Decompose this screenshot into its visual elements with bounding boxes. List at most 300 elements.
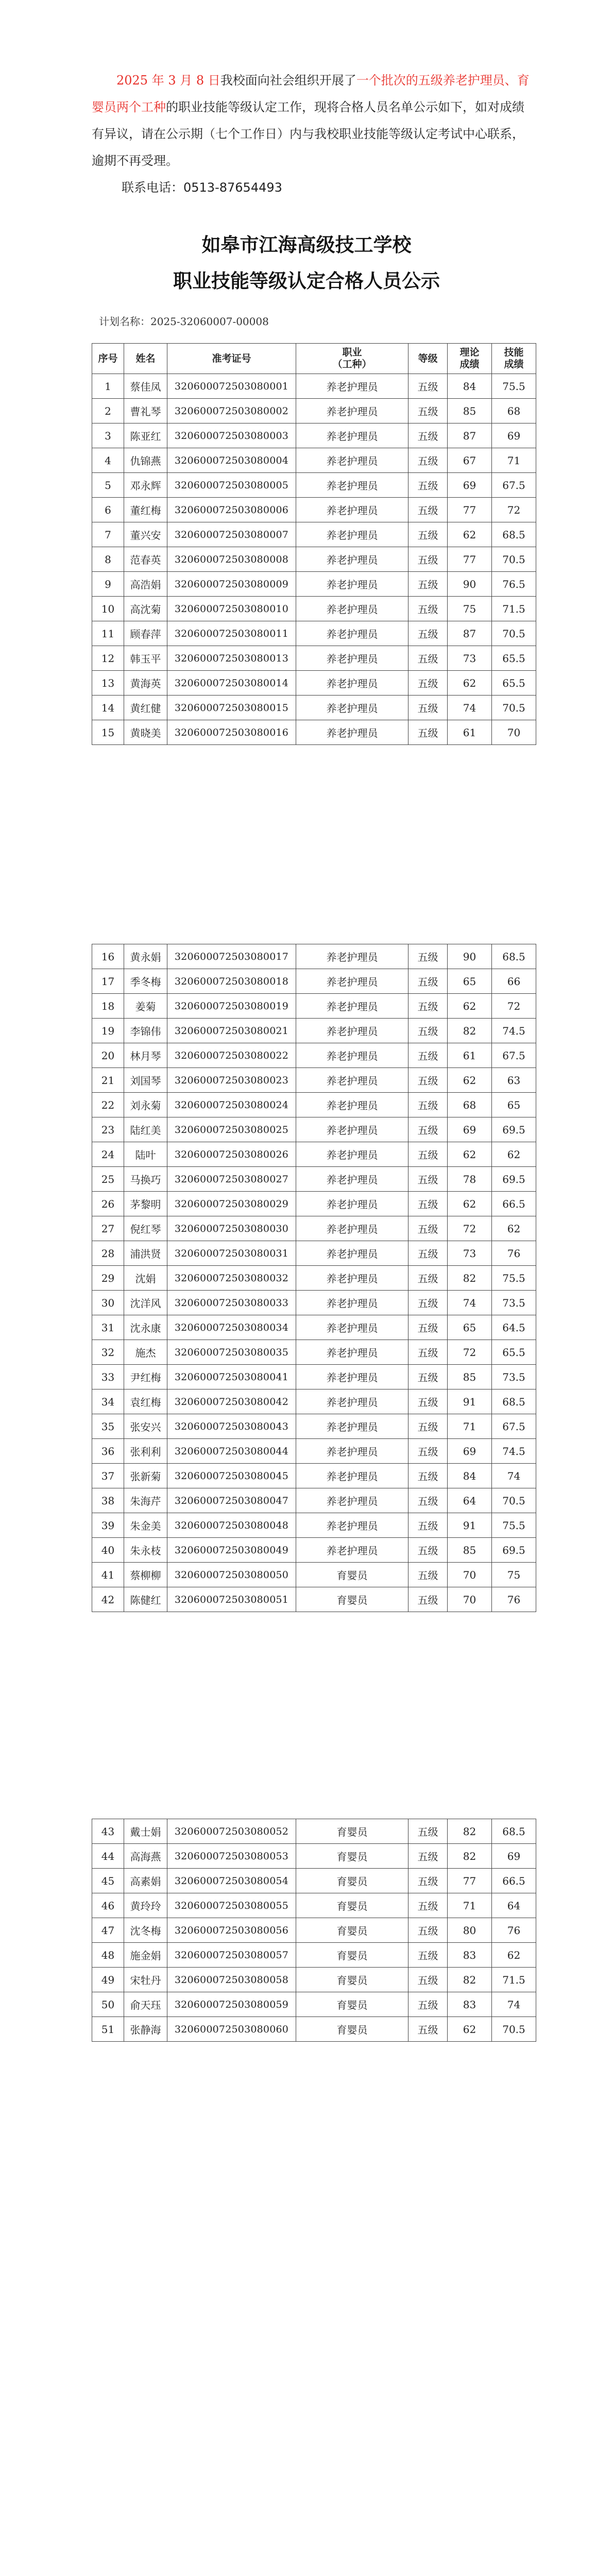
cell-job: 养老护理员 <box>296 1414 408 1439</box>
table-row <box>92 1093 536 1117</box>
cell-theory: 84 <box>448 1464 492 1488</box>
cell-seq: 32 <box>92 1340 124 1365</box>
cell-level: 五级 <box>408 1291 448 1315</box>
cell-seq: 15 <box>92 720 124 745</box>
cell-job: 养老护理员 <box>296 597 408 621</box>
header-name: 姓名 <box>124 344 167 374</box>
cell-level: 五级 <box>408 1167 448 1192</box>
cell-cert: 320600072503080006 <box>167 498 296 522</box>
header-cert: 准考证号 <box>167 344 296 374</box>
cell-name: 陈亚红 <box>124 423 167 448</box>
cell-job: 育婴员 <box>296 1869 408 1893</box>
cell-name: 李锦伟 <box>124 1019 167 1043</box>
table-row <box>92 1266 536 1291</box>
cell-skill: 76 <box>492 1918 536 1943</box>
cell-name: 宋牡丹 <box>124 1968 167 1992</box>
table-row <box>92 1043 536 1068</box>
cell-cert: 320600072503080016 <box>167 720 296 745</box>
contact-label: 联系电话： <box>122 180 183 195</box>
cell-skill: 73.5 <box>492 1365 536 1389</box>
cell-level: 五级 <box>408 621 448 646</box>
plan-id: 2025-32060007-00008 <box>150 315 269 328</box>
cell-theory: 62 <box>448 1192 492 1216</box>
table-row <box>92 1488 536 1513</box>
cell-theory: 91 <box>448 1389 492 1414</box>
cell-level: 五级 <box>408 1068 448 1093</box>
cell-theory: 90 <box>448 944 492 969</box>
cell-cert: 320600072503080004 <box>167 448 296 473</box>
cell-skill: 70.5 <box>492 621 536 646</box>
cell-name: 高浩娟 <box>124 572 167 597</box>
results-table-page-1 <box>92 343 536 745</box>
cell-name: 董红梅 <box>124 498 167 522</box>
cell-level: 五级 <box>408 1019 448 1043</box>
notice-paragraph <box>92 67 535 174</box>
cell-cert: 320600072503080019 <box>167 994 296 1019</box>
cell-job: 养老护理员 <box>296 498 408 522</box>
cell-job: 育婴员 <box>296 2017 408 2042</box>
cell-theory: 70 <box>448 1587 492 1612</box>
table-row <box>92 994 536 1019</box>
page-title: 职业技能等级认定合格人员公示 <box>173 270 440 292</box>
cell-name: 茅黎明 <box>124 1192 167 1216</box>
cell-theory: 62 <box>448 1068 492 1093</box>
cell-skill: 65.5 <box>492 671 536 696</box>
cell-job: 育婴员 <box>296 1819 408 1844</box>
table-row <box>92 969 536 994</box>
cell-job: 养老护理员 <box>296 572 408 597</box>
cell-job: 养老护理员 <box>296 1068 408 1093</box>
cell-seq: 27 <box>92 1216 124 1241</box>
cell-name: 张静海 <box>124 2017 167 2042</box>
cell-name: 范春英 <box>124 547 167 572</box>
cell-name: 黄海英 <box>124 671 167 696</box>
cell-cert: 320600072503080033 <box>167 1291 296 1315</box>
cell-skill: 66 <box>492 969 536 994</box>
cell-job: 育婴员 <box>296 1918 408 1943</box>
cell-skill: 66.5 <box>492 1192 536 1216</box>
cell-level: 五级 <box>408 1340 448 1365</box>
cell-job: 养老护理员 <box>296 1439 408 1464</box>
cell-name: 姜菊 <box>124 994 167 1019</box>
cell-theory: 61 <box>448 720 492 745</box>
cell-cert: 320600072503080025 <box>167 1117 296 1142</box>
cell-name: 俞天珏 <box>124 1992 167 2017</box>
cell-job: 养老护理员 <box>296 1488 408 1513</box>
cell-skill: 71.5 <box>492 597 536 621</box>
cell-theory: 82 <box>448 1844 492 1869</box>
cell-theory: 65 <box>448 1315 492 1340</box>
table-row <box>92 547 536 572</box>
cell-seq: 13 <box>92 671 124 696</box>
cell-name: 戴士娟 <box>124 1819 167 1844</box>
cell-name: 仇锦燕 <box>124 448 167 473</box>
cell-job: 养老护理员 <box>296 1340 408 1365</box>
cell-level: 五级 <box>408 1093 448 1117</box>
cell-seq: 26 <box>92 1192 124 1216</box>
table-row <box>92 1291 536 1315</box>
table-header-row <box>92 344 536 374</box>
cell-level: 五级 <box>408 1439 448 1464</box>
cell-job: 养老护理员 <box>296 473 408 498</box>
cell-cert: 320600072503080007 <box>167 522 296 547</box>
cell-job: 育婴员 <box>296 1968 408 1992</box>
header-theory: 理论 成绩 <box>448 344 492 374</box>
cell-cert: 320600072503080023 <box>167 1068 296 1093</box>
cell-seq: 40 <box>92 1538 124 1563</box>
cell-job: 养老护理员 <box>296 374 408 399</box>
cell-skill: 62 <box>492 1216 536 1241</box>
cell-level: 五级 <box>408 1992 448 2017</box>
table-row <box>92 1918 536 1943</box>
cell-cert: 320600072503080050 <box>167 1563 296 1587</box>
cell-name: 施金娟 <box>124 1943 167 1968</box>
cell-cert: 320600072503080059 <box>167 1992 296 2017</box>
cell-level: 五级 <box>408 944 448 969</box>
cell-cert: 320600072503080029 <box>167 1192 296 1216</box>
cell-theory: 77 <box>448 547 492 572</box>
cell-name: 高海燕 <box>124 1844 167 1869</box>
cell-name: 张利利 <box>124 1439 167 1464</box>
cell-theory: 85 <box>448 399 492 423</box>
cell-cert: 320600072503080055 <box>167 1893 296 1918</box>
cell-level: 五级 <box>408 2017 448 2042</box>
cell-seq: 23 <box>92 1117 124 1142</box>
cell-skill: 74 <box>492 1992 536 2017</box>
cell-level: 五级 <box>408 1869 448 1893</box>
cell-level: 五级 <box>408 1587 448 1612</box>
cell-cert: 320600072503080057 <box>167 1943 296 1968</box>
cell-skill: 63 <box>492 1068 536 1093</box>
cell-cert: 320600072503080013 <box>167 646 296 671</box>
cell-theory: 91 <box>448 1513 492 1538</box>
cell-job: 养老护理员 <box>296 399 408 423</box>
cell-job: 养老护理员 <box>296 1093 408 1117</box>
cell-job: 育婴员 <box>296 1587 408 1612</box>
cell-job: 育婴员 <box>296 1992 408 2017</box>
plan-name <box>99 313 269 328</box>
cell-level: 五级 <box>408 696 448 720</box>
notice-day-unit: 日 <box>204 73 220 88</box>
cell-theory: 73 <box>448 1241 492 1266</box>
cell-theory: 67 <box>448 448 492 473</box>
cell-name: 董兴安 <box>124 522 167 547</box>
cell-name: 朱永枝 <box>124 1538 167 1563</box>
cell-name: 高素娟 <box>124 1869 167 1893</box>
cell-skill: 64 <box>492 1893 536 1918</box>
cell-level: 五级 <box>408 1844 448 1869</box>
cell-cert: 320600072503080047 <box>167 1488 296 1513</box>
cell-cert: 320600072503080031 <box>167 1241 296 1266</box>
cell-seq: 50 <box>92 1992 124 2017</box>
cell-skill: 75 <box>492 1563 536 1587</box>
cell-level: 五级 <box>408 1968 448 1992</box>
cell-name: 沈娟 <box>124 1266 167 1291</box>
cell-cert: 320600072503080054 <box>167 1869 296 1893</box>
cell-name: 林月琴 <box>124 1043 167 1068</box>
cell-seq: 3 <box>92 423 124 448</box>
cell-theory: 77 <box>448 1869 492 1893</box>
cell-cert: 320600072503080049 <box>167 1538 296 1563</box>
cell-name: 韩玉平 <box>124 646 167 671</box>
cell-cert: 320600072503080035 <box>167 1340 296 1365</box>
cell-name: 马换巧 <box>124 1167 167 1192</box>
cell-seq: 48 <box>92 1943 124 1968</box>
cell-seq: 46 <box>92 1893 124 1918</box>
cell-cert: 320600072503080056 <box>167 1918 296 1943</box>
cell-job: 养老护理员 <box>296 1389 408 1414</box>
cell-theory: 87 <box>448 621 492 646</box>
table-row <box>92 1943 536 1968</box>
cell-job: 养老护理员 <box>296 448 408 473</box>
cell-job: 养老护理员 <box>296 1365 408 1389</box>
table-row <box>92 1563 536 1587</box>
cell-theory: 85 <box>448 1365 492 1389</box>
cell-seq: 45 <box>92 1869 124 1893</box>
cell-skill: 69.5 <box>492 1538 536 1563</box>
header-seq: 序号 <box>92 344 124 374</box>
cell-theory: 82 <box>448 1819 492 1844</box>
cell-cert: 320600072503080027 <box>167 1167 296 1192</box>
table-row <box>92 646 536 671</box>
cell-job: 育婴员 <box>296 1844 408 1869</box>
cell-job: 养老护理员 <box>296 621 408 646</box>
cell-seq: 28 <box>92 1241 124 1266</box>
cell-job: 育婴员 <box>296 1893 408 1918</box>
cell-job: 养老护理员 <box>296 1192 408 1216</box>
cell-level: 五级 <box>408 1266 448 1291</box>
cell-theory: 80 <box>448 1918 492 1943</box>
cell-job: 养老护理员 <box>296 969 408 994</box>
table-row <box>92 1968 536 1992</box>
cell-name: 张新菊 <box>124 1464 167 1488</box>
cell-level: 五级 <box>408 423 448 448</box>
cell-level: 五级 <box>408 969 448 994</box>
cell-name: 刘永菊 <box>124 1093 167 1117</box>
cell-theory: 62 <box>448 2017 492 2042</box>
cell-job: 养老护理员 <box>296 1019 408 1043</box>
cell-theory: 90 <box>448 572 492 597</box>
cell-skill: 72 <box>492 994 536 1019</box>
cell-job: 养老护理员 <box>296 1043 408 1068</box>
cell-theory: 75 <box>448 597 492 621</box>
table-row <box>92 696 536 720</box>
table-row <box>92 423 536 448</box>
cell-seq: 16 <box>92 944 124 969</box>
cell-skill: 69 <box>492 423 536 448</box>
table-row <box>92 1893 536 1918</box>
cell-level: 五级 <box>408 448 448 473</box>
cell-skill: 69 <box>492 1844 536 1869</box>
cell-level: 五级 <box>408 473 448 498</box>
cell-theory: 84 <box>448 374 492 399</box>
cell-seq: 24 <box>92 1142 124 1167</box>
cell-level: 五级 <box>408 1943 448 1968</box>
cell-seq: 20 <box>92 1043 124 1068</box>
cell-skill: 74.5 <box>492 1439 536 1464</box>
cell-seq: 4 <box>92 448 124 473</box>
cell-seq: 51 <box>92 2017 124 2042</box>
cell-level: 五级 <box>408 1819 448 1844</box>
cell-seq: 47 <box>92 1918 124 1943</box>
cell-cert: 320600072503080030 <box>167 1216 296 1241</box>
cell-cert: 320600072503080002 <box>167 399 296 423</box>
cell-cert: 320600072503080010 <box>167 597 296 621</box>
cell-name: 袁红梅 <box>124 1389 167 1414</box>
table-row <box>92 1117 536 1142</box>
table-row <box>92 621 536 646</box>
school-title: 如皋市江海高级技工学校 <box>201 234 412 256</box>
cell-name: 刘国琴 <box>124 1068 167 1093</box>
contact-line <box>92 174 535 201</box>
cell-level: 五级 <box>408 1192 448 1216</box>
cell-name: 尹红梅 <box>124 1365 167 1389</box>
table-row <box>92 1241 536 1266</box>
results-table-page-2 <box>92 944 536 1612</box>
cell-seq: 37 <box>92 1464 124 1488</box>
cell-level: 五级 <box>408 1464 448 1488</box>
cell-level: 五级 <box>408 1142 448 1167</box>
cell-seq: 2 <box>92 399 124 423</box>
cell-level: 五级 <box>408 1389 448 1414</box>
notice-text <box>92 67 535 201</box>
cell-skill: 67.5 <box>492 1043 536 1068</box>
cell-job: 育婴员 <box>296 1563 408 1587</box>
cell-seq: 6 <box>92 498 124 522</box>
table-row <box>92 473 536 498</box>
cell-skill: 74 <box>492 1464 536 1488</box>
cell-job: 养老护理员 <box>296 1464 408 1488</box>
cell-theory: 65 <box>448 969 492 994</box>
cell-cert: 320600072503080017 <box>167 944 296 969</box>
cell-seq: 41 <box>92 1563 124 1587</box>
cell-theory: 62 <box>448 994 492 1019</box>
cell-skill: 67.5 <box>492 1414 536 1439</box>
cell-level: 五级 <box>408 1117 448 1142</box>
cell-name: 黄晓美 <box>124 720 167 745</box>
cell-skill: 76.5 <box>492 572 536 597</box>
cell-cert: 320600072503080026 <box>167 1142 296 1167</box>
cell-theory: 77 <box>448 498 492 522</box>
notice-year-unit: 年 <box>148 73 168 88</box>
cell-name: 蔡柳柳 <box>124 1563 167 1587</box>
table-row <box>92 498 536 522</box>
cell-cert: 320600072503080045 <box>167 1464 296 1488</box>
cell-seq: 30 <box>92 1291 124 1315</box>
cell-level: 五级 <box>408 1241 448 1266</box>
cell-skill: 64.5 <box>492 1315 536 1340</box>
cell-level: 五级 <box>408 399 448 423</box>
cell-name: 陆叶 <box>124 1142 167 1167</box>
cell-job: 养老护理员 <box>296 1266 408 1291</box>
table-row <box>92 2017 536 2042</box>
cell-skill: 68 <box>492 399 536 423</box>
cell-skill: 74.5 <box>492 1019 536 1043</box>
table-row <box>92 1068 536 1093</box>
cell-theory: 69 <box>448 1439 492 1464</box>
notice-year: 2025 <box>116 73 148 88</box>
cell-level: 五级 <box>408 1488 448 1513</box>
plan-label: 计划名称： <box>99 315 150 328</box>
cell-theory: 78 <box>448 1167 492 1192</box>
cell-skill: 62 <box>492 1943 536 1968</box>
cell-name: 曹礼琴 <box>124 399 167 423</box>
cell-level: 五级 <box>408 547 448 572</box>
table-row <box>92 1019 536 1043</box>
cell-theory: 82 <box>448 1266 492 1291</box>
cell-seq: 38 <box>92 1488 124 1513</box>
cell-seq: 10 <box>92 597 124 621</box>
cell-cert: 320600072503080053 <box>167 1844 296 1869</box>
cell-theory: 64 <box>448 1488 492 1513</box>
cell-skill: 72 <box>492 498 536 522</box>
cell-job: 养老护理员 <box>296 720 408 745</box>
cell-cert: 320600072503080034 <box>167 1315 296 1340</box>
cell-level: 五级 <box>408 374 448 399</box>
cell-theory: 68 <box>448 1093 492 1117</box>
cell-name: 邓永辉 <box>124 473 167 498</box>
cell-seq: 43 <box>92 1819 124 1844</box>
cell-seq: 49 <box>92 1968 124 1992</box>
cell-seq: 8 <box>92 547 124 572</box>
cell-cert: 320600072503080011 <box>167 621 296 646</box>
table-row <box>92 1439 536 1464</box>
cell-name: 黄红健 <box>124 696 167 720</box>
notice-text2: 的职业技能等级认定工作，现将合格人员名单公示如下，如对成绩有异议，请在公示期（七个工作日）内与我校职业技能等级认定考试中心联系，逾期不再受理。 <box>92 100 524 168</box>
cell-cert: 320600072503080043 <box>167 1414 296 1439</box>
cell-skill: 76 <box>492 1587 536 1612</box>
cell-job: 养老护理员 <box>296 646 408 671</box>
cell-job: 养老护理员 <box>296 696 408 720</box>
table-row <box>92 448 536 473</box>
cell-theory: 61 <box>448 1043 492 1068</box>
cell-skill: 68.5 <box>492 522 536 547</box>
cell-skill: 68.5 <box>492 1819 536 1844</box>
cell-theory: 62 <box>448 1142 492 1167</box>
cell-job: 养老护理员 <box>296 1513 408 1538</box>
cell-name: 季冬梅 <box>124 969 167 994</box>
cell-seq: 25 <box>92 1167 124 1192</box>
table-row <box>92 522 536 547</box>
cell-job: 养老护理员 <box>296 1538 408 1563</box>
notice-month-unit: 月 <box>176 73 196 88</box>
cell-level: 五级 <box>408 720 448 745</box>
table-row <box>92 1538 536 1563</box>
cell-name: 蔡佳凤 <box>124 374 167 399</box>
cell-skill: 68.5 <box>492 1389 536 1414</box>
cell-skill: 70.5 <box>492 696 536 720</box>
cell-cert: 320600072503080048 <box>167 1513 296 1538</box>
cell-skill: 73.5 <box>492 1291 536 1315</box>
cell-job: 养老护理员 <box>296 1216 408 1241</box>
cell-name: 朱金美 <box>124 1513 167 1538</box>
header-skill: 技能 成绩 <box>492 344 536 374</box>
cell-level: 五级 <box>408 1538 448 1563</box>
cell-skill: 69.5 <box>492 1117 536 1142</box>
cell-skill: 70 <box>492 720 536 745</box>
cell-seq: 1 <box>92 374 124 399</box>
table-row <box>92 1142 536 1167</box>
cell-skill: 71.5 <box>492 1968 536 1992</box>
cell-cert: 320600072503080009 <box>167 572 296 597</box>
notice-text1: 我校面向社会组织开展了 <box>220 73 356 88</box>
cell-skill: 70.5 <box>492 1488 536 1513</box>
cell-theory: 82 <box>448 1019 492 1043</box>
cell-name: 陆红美 <box>124 1117 167 1142</box>
cell-level: 五级 <box>408 1414 448 1439</box>
cell-job: 养老护理员 <box>296 1142 408 1167</box>
cell-level: 五级 <box>408 646 448 671</box>
